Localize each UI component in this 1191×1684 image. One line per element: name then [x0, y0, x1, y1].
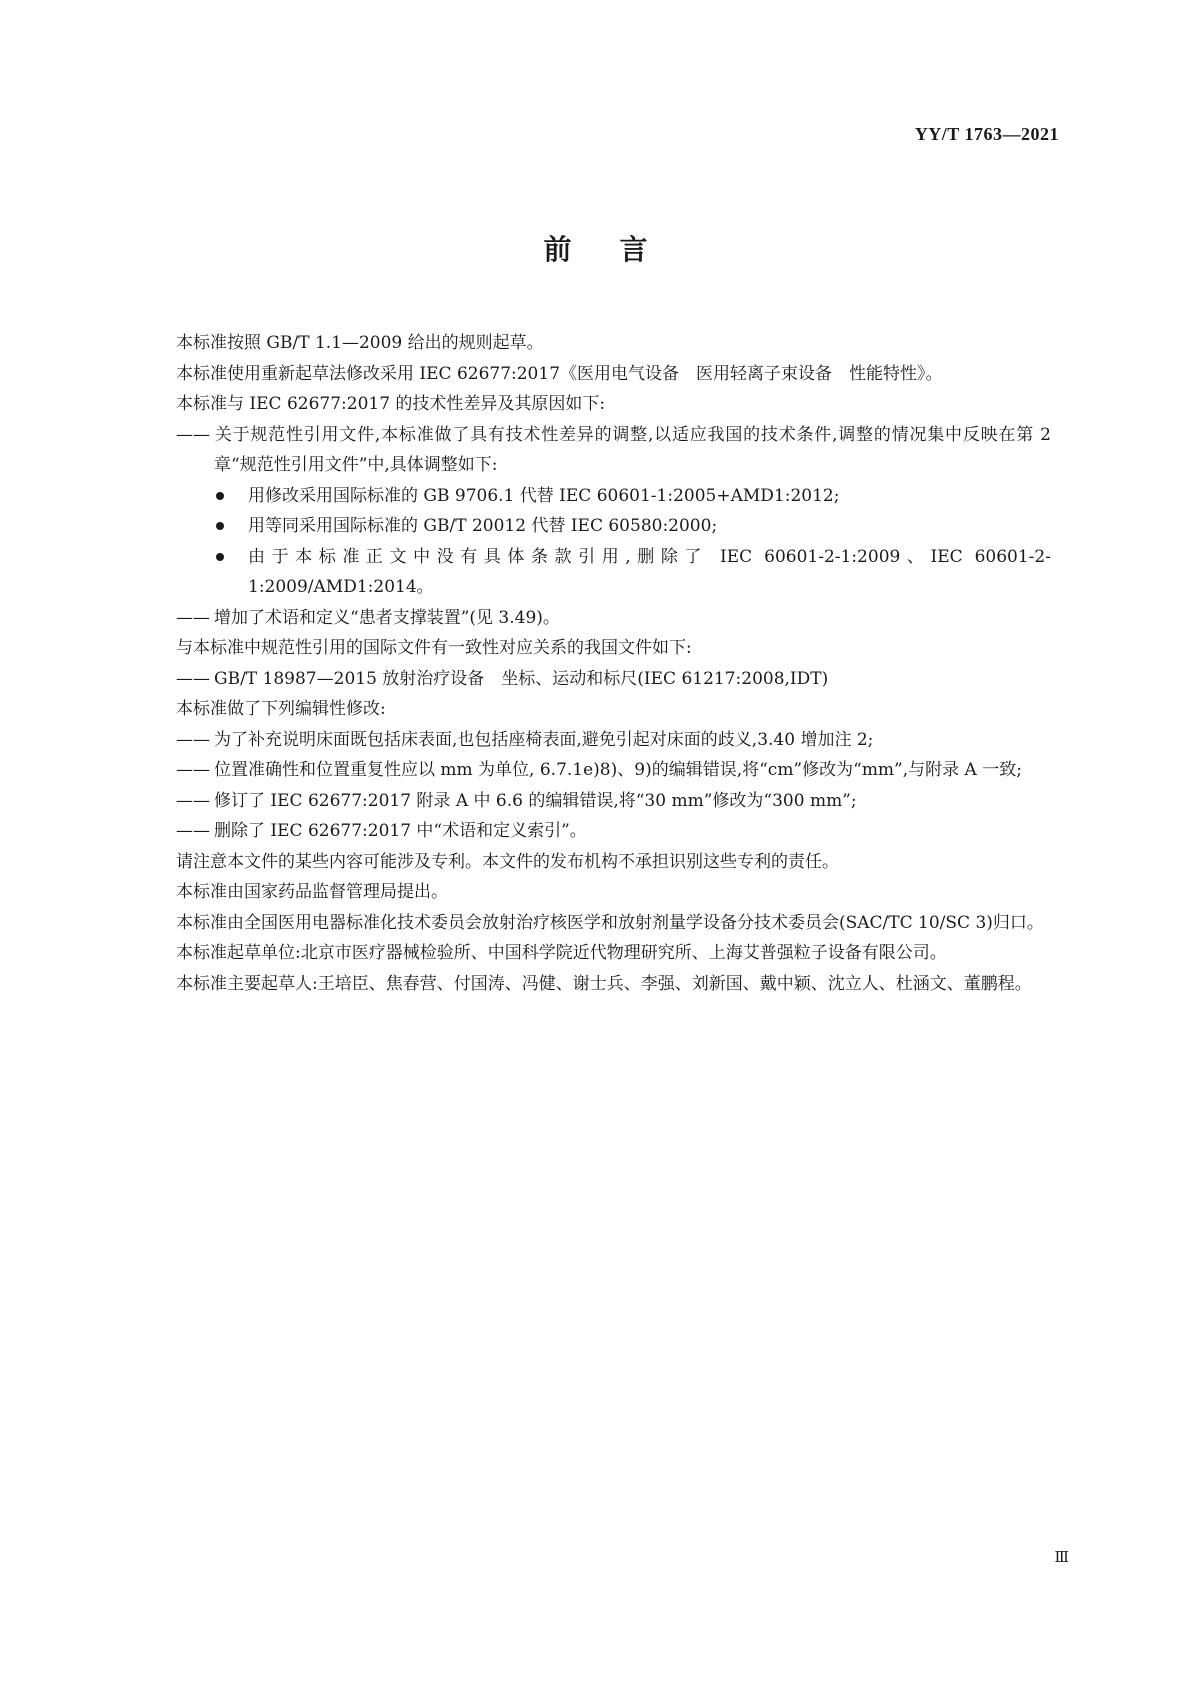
dash-item-editorial-3: [176, 786, 1051, 817]
dash-item-editorial-2: [176, 755, 1051, 786]
dash-item-corresponding-standard: [176, 664, 1051, 695]
paragraph-technical-committee: 本标准由全国医用电器标准化技术委员会放射治疗核医学和放射剂量学设备分技术委员会(SAC/TC 10/SC 3)归口。: [176, 912, 1044, 933]
paragraph-proposed-by: 本标准由国家药品监督管理局提出。: [176, 882, 448, 902]
list-item-text: 用修改采用国际标准的 GB 9706.1 代替 IEC 60601-1:2005+AMD1:2012;: [248, 485, 840, 506]
dash-item-text: 修订了 IEC 62677:2017 附录 A 中 6.6 的编辑错误,将“30 mm”修改为“300 mm”;: [214, 790, 857, 811]
page-number: Ⅲ: [1054, 1550, 1069, 1566]
dash-item-editorial-1: [176, 725, 1051, 756]
foreword-body: [139, 328, 1051, 999]
adjustment-list: [214, 481, 1051, 603]
paragraph-differences-intro: 本标准与 IEC 62677:2017 的技术性差异及其原因如下:: [176, 394, 606, 414]
dash-item-normative-references: [176, 420, 1051, 481]
dash-item-text: 关于规范性引用文件,本标准做了具有技术性差异的调整,以适应我国的技术条件,调整的情况集中反映在第 2 章“规范性引用文件”中,具体调整如下:: [214, 424, 1051, 475]
list-item: [214, 542, 1051, 603]
paragraph-corresponding-documents: 与本标准中规范性引用的国际文件有一致性对应关系的我国文件如下:: [176, 638, 692, 658]
paragraph-drafters: 本标准主要起草人:王培臣、焦春营、付国涛、冯健、谢士兵、李强、刘新国、戴中颖、沈立人、杜涵文、董鹏程。: [176, 973, 1032, 994]
list-item-text: 由于本标准正文中没有具体条款引用,删除了 IEC 60601-2-1:2009、IEC 60601-2-1:2009/AMD1:2014。: [248, 546, 1051, 597]
standard-code: YY/T 1763—2021: [914, 124, 1059, 144]
paragraph-editorial-intro: 本标准做了下列编辑性修改:: [176, 699, 386, 719]
dash-item-text: 删除了 IEC 62677:2017 中“术语和定义索引”。: [214, 821, 587, 841]
dash-mark: ——: [176, 790, 210, 811]
dash-mark: ——: [176, 821, 210, 841]
bullet-icon: [216, 553, 224, 561]
dash-mark: ——: [176, 760, 210, 780]
dash-item-text: 为了补充说明床面既包括床表面,也包括座椅表面,避免引起对床面的歧义,3.40 增加注 2;: [214, 729, 874, 750]
dash-mark: ——: [176, 729, 210, 750]
dash-item-added-term: [176, 603, 1051, 634]
list-item: [214, 481, 1051, 512]
page-title: 前言: [543, 233, 696, 266]
dash-item-text: GB/T 18987—2015 放射治疗设备 坐标、运动和标尺(IEC 61217:2008,IDT): [214, 668, 829, 689]
dash-item-editorial-4: [176, 816, 1051, 847]
dash-mark: ——: [176, 668, 210, 689]
bullet-icon: [216, 492, 224, 500]
dash-mark: ——: [176, 424, 210, 445]
bullet-icon: [216, 522, 224, 530]
dash-item-text: 位置准确性和位置重复性应以 mm 为单位, 6.7.1e)8)、9)的编辑错误,将“cm”修改为“mm”,与附录 A 一致;: [214, 760, 1022, 780]
list-item-text: 用等同采用国际标准的 GB/T 20012 代替 IEC 60580:2000;: [248, 516, 718, 536]
paragraph-drafting-units: 本标准起草单位:北京市医疗器械检验所、中国科学院近代物理研究所、上海艾普强粒子设备有限公司。: [176, 943, 947, 963]
paragraph-patent-notice: 请注意本文件的某些内容可能涉及专利。本文件的发布机构不承担识别这些专利的责任。: [176, 851, 839, 872]
list-item: [214, 511, 1051, 542]
paragraph-adoption: 本标准使用重新起草法修改采用 IEC 62677:2017《医用电气设备 医用轻离子束设备 性能特性》。: [176, 363, 943, 384]
dash-mark: ——: [176, 607, 210, 628]
dash-item-text: 增加了术语和定义“患者支撑装置”(见 3.49)。: [214, 607, 560, 628]
paragraph-drafting-rules: 本标准按照 GB/T 1.1—2009 给出的规则起草。: [176, 333, 544, 353]
